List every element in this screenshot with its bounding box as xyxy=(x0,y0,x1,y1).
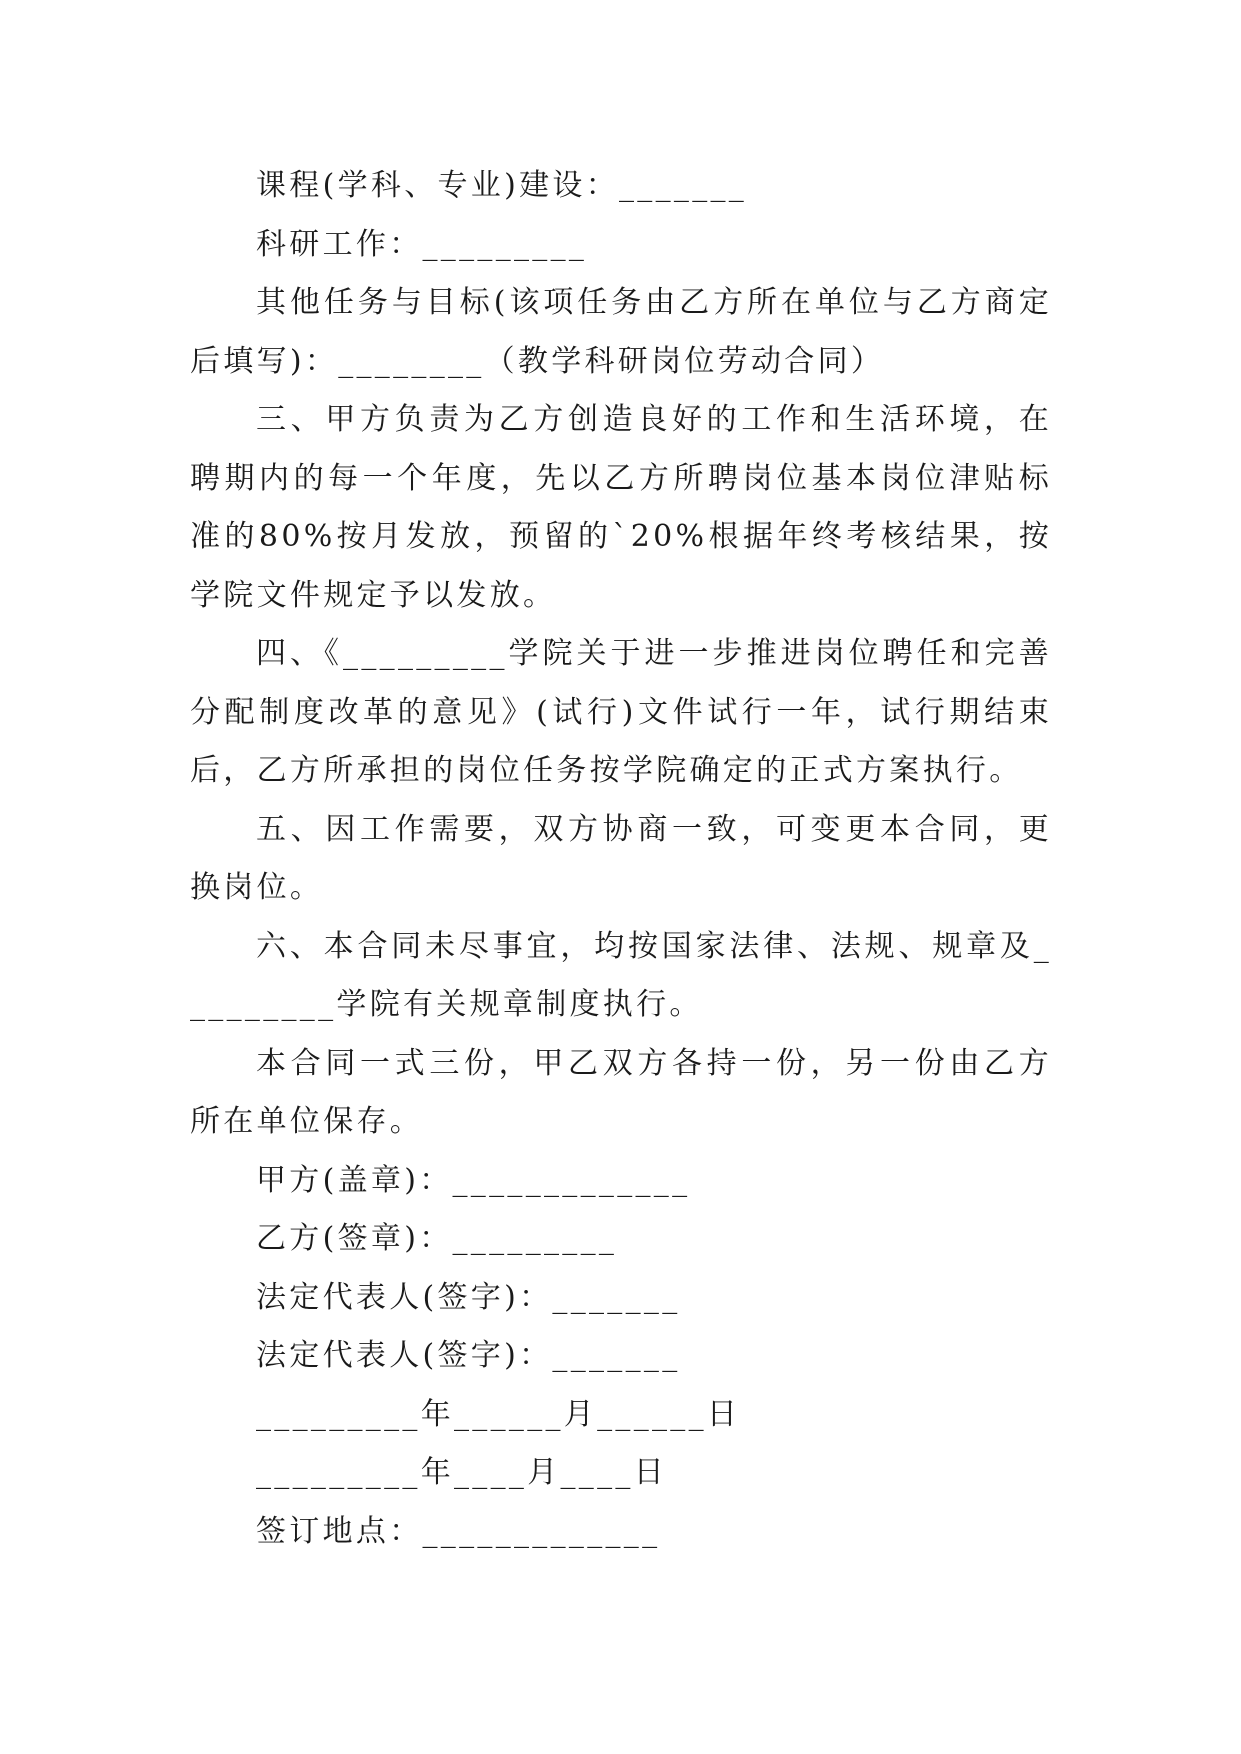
paragraph-course-construction: 课程(学科、专业)建设：_______ xyxy=(256,168,748,203)
paragraph-copies: 本合同一式三份，甲乙双方各持一份，另一份由乙方所在单位保存。 xyxy=(190,1045,1052,1139)
paragraph-clause-five: 五、因工作需要，双方协商一致，可变更本合同，更换岗位。 xyxy=(190,811,1052,905)
paragraph-research-work: 科研工作：_________ xyxy=(256,226,588,262)
date-line-2: _________年____月____日 xyxy=(256,1455,667,1490)
paragraph-clause-three: 三、甲方负责为乙方创造良好的工作和生活环境，在聘期内的每一个年度，先以乙方所聘岗位基本岗位津贴标准的80%按月发放，预留的`20%根据年终考核结果，按学院文件规定予以发放。 xyxy=(190,402,1052,613)
signature-party-a: 甲方(盖章)：_____________ xyxy=(256,1162,691,1198)
paragraph-clause-four: 四、《_________学院关于进一步推进岗位聘任和完善分配制度改革的意见》(试行)文件试行一年，试行期结束后，乙方所承担的岗位任务按学院确定的正式方案执行。 xyxy=(190,636,1052,788)
signature-legal-rep-1: 法定代表人(签字)：_______ xyxy=(256,1279,681,1315)
paragraph-other-tasks: 其他任务与目标(该项任务由乙方所在单位与乙方商定后填写)：________（教学科研岗位劳动合同） xyxy=(190,285,1052,379)
paragraph-clause-six: 六、本合同未尽事宜，均按国家法律、法规、规章及_________学院有关规章制度执行。 xyxy=(190,928,1052,1022)
signature-party-b: 乙方(签章)：_________ xyxy=(256,1221,618,1256)
document-body xyxy=(190,157,1052,1561)
signing-location: 签订地点：_____________ xyxy=(256,1513,661,1549)
date-line-1: _________年______月______日 xyxy=(256,1396,741,1432)
signature-legal-rep-2: 法定代表人(签字)：_______ xyxy=(256,1338,681,1373)
